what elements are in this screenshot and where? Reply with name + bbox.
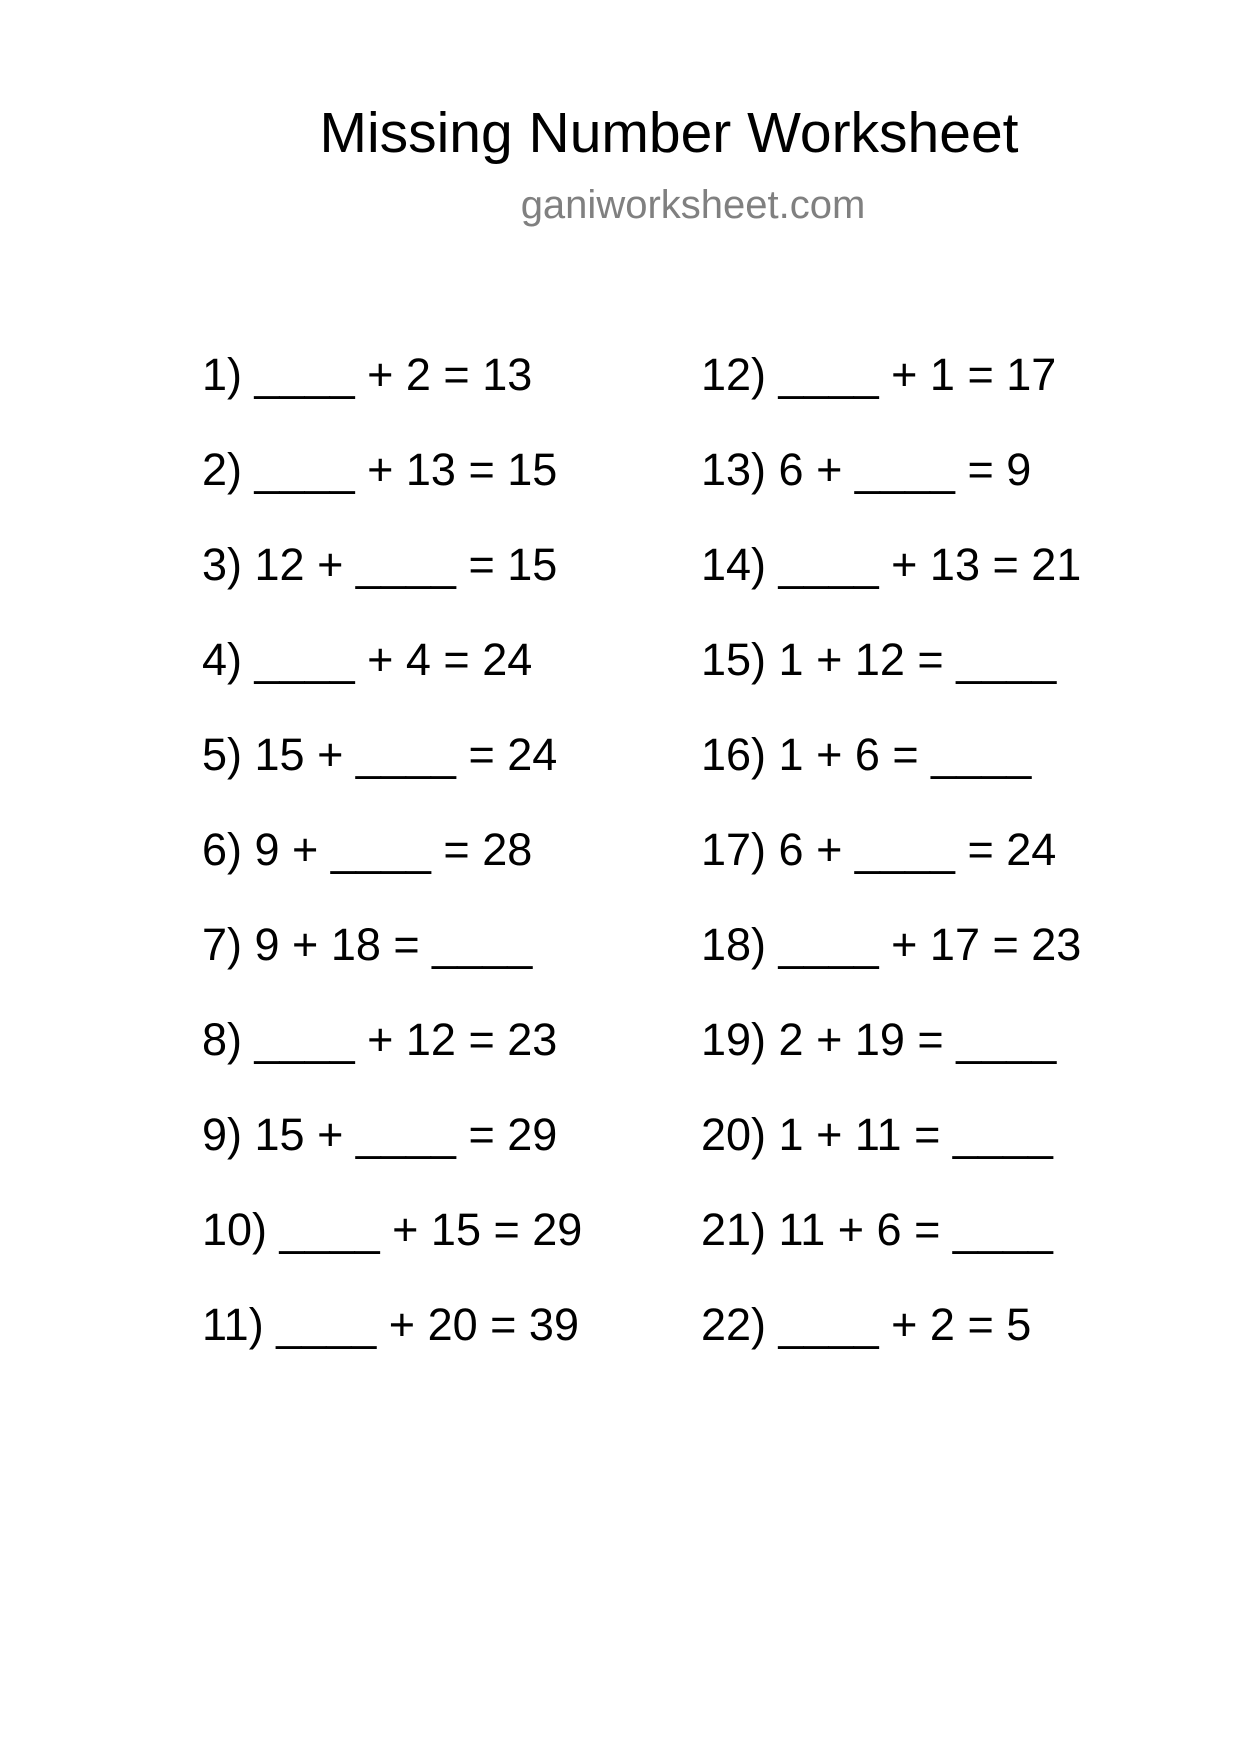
problem-item: 11) ____ + 20 = 39 <box>202 1299 579 1350</box>
problems-left-column <box>202 349 582 1394</box>
problem-item: 22) ____ + 2 = 5 <box>701 1299 1032 1350</box>
problem-item: 21) 11 + 6 = ____ <box>701 1204 1053 1255</box>
problem-item: 20) 1 + 11 = ____ <box>701 1109 1053 1160</box>
problem-item: 12) ____ + 1 = 17 <box>701 349 1057 400</box>
problems-right-column <box>701 349 1081 1394</box>
problem-item: 14) ____ + 13 = 21 <box>701 539 1082 590</box>
problem-item: 16) 1 + 6 = ____ <box>701 729 1032 780</box>
problem-item: 2) ____ + 13 = 15 <box>202 444 558 495</box>
website-label: ganiworksheet.com <box>520 183 866 227</box>
problem-item: 1) ____ + 2 = 13 <box>202 349 533 400</box>
problem-item: 3) 12 + ____ = 15 <box>202 539 558 590</box>
problem-item: 19) 2 + 19 = ____ <box>701 1014 1057 1065</box>
problem-item: 7) 9 + 18 = ____ <box>202 919 533 970</box>
problem-item: 9) 15 + ____ = 29 <box>202 1109 558 1160</box>
problem-item: 15) 1 + 12 = ____ <box>701 634 1057 685</box>
problem-item: 5) 15 + ____ = 24 <box>202 729 558 780</box>
problem-item: 17) 6 + ____ = 24 <box>701 824 1057 875</box>
worksheet-title: Missing Number Worksheet <box>319 101 1019 165</box>
problem-item: 10) ____ + 15 = 29 <box>202 1204 583 1255</box>
problem-item: 13) 6 + ____ = 9 <box>701 444 1032 495</box>
problem-item: 6) 9 + ____ = 28 <box>202 824 533 875</box>
problem-item: 4) ____ + 4 = 24 <box>202 634 533 685</box>
problem-item: 8) ____ + 12 = 23 <box>202 1014 558 1065</box>
problem-item: 18) ____ + 17 = 23 <box>701 919 1082 970</box>
